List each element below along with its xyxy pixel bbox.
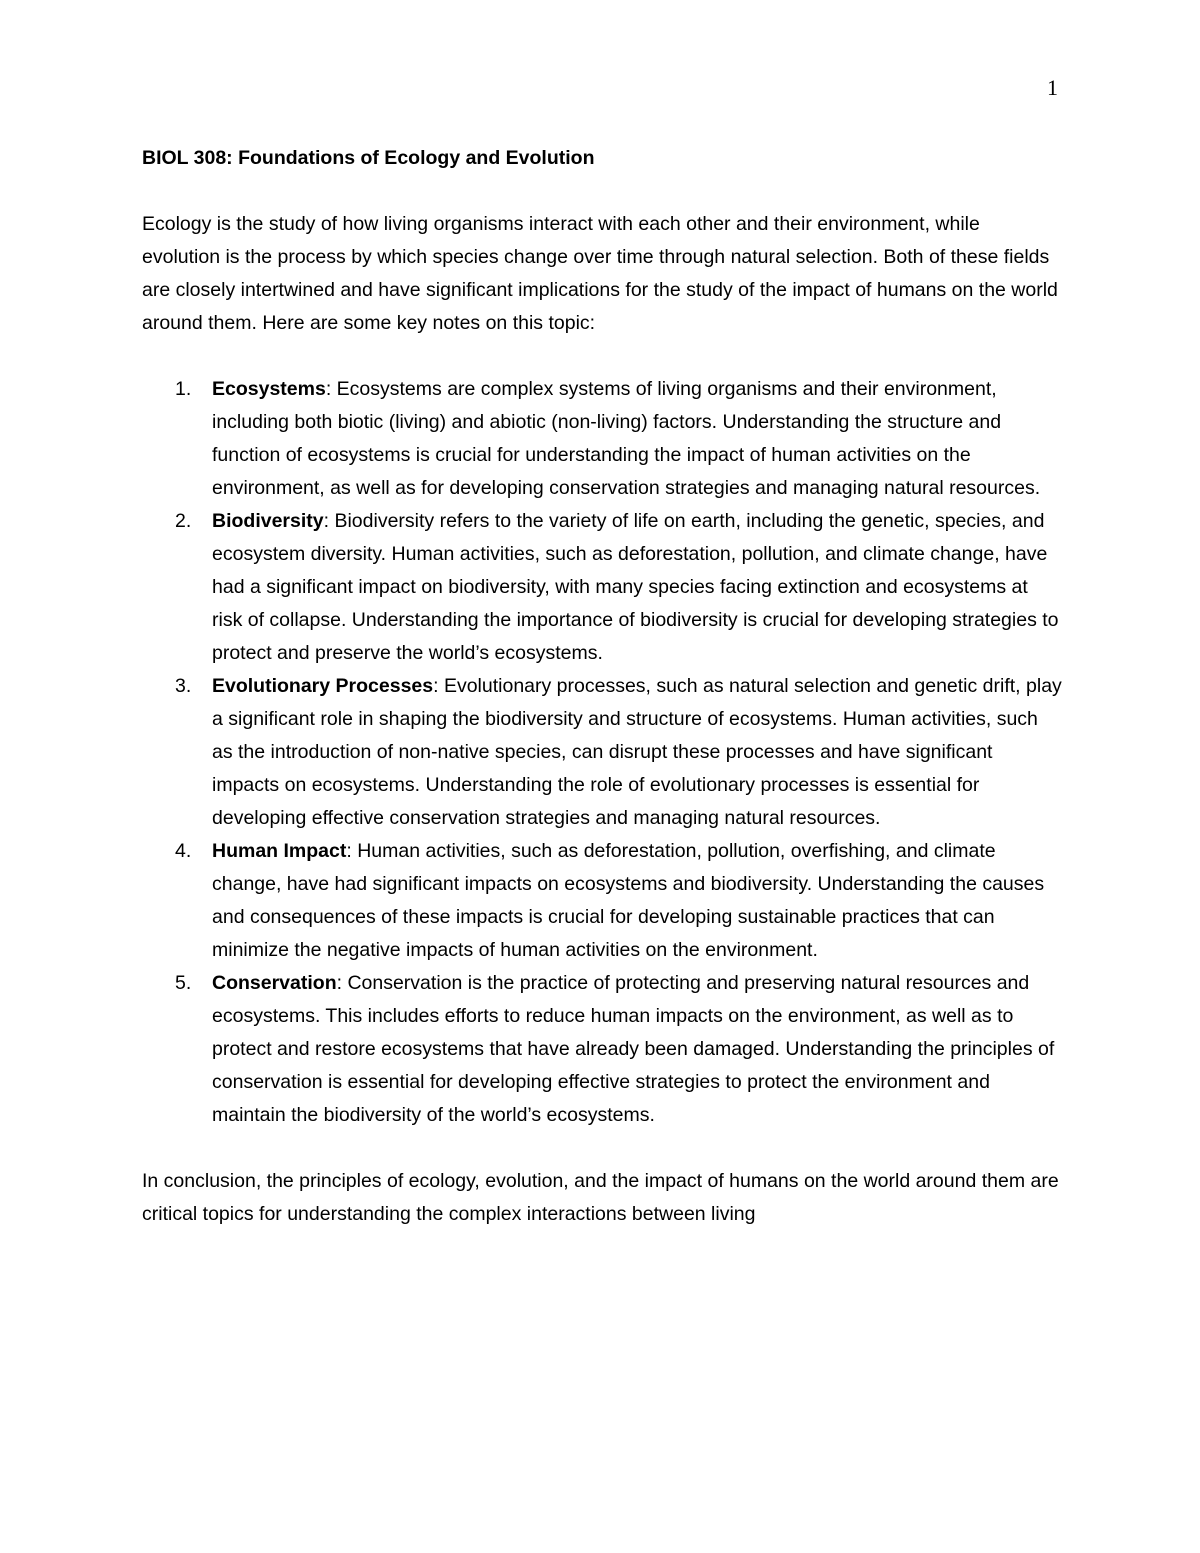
list-item-heading: Ecosystems — [212, 378, 326, 400]
list-item-conservation — [142, 967, 1062, 1132]
list-item-text: : Evolutionary processes, such as natural selection and genetic drift, play a significant role in shaping the biodiversity and structure of ecosystems. Human activities, such as the introduction of non-native species, can disrupt these processes and have significant impacts on ecosystems. Understanding the role of evolutionary processes is essential for developing effective conservation strategies and managing natural resources. — [212, 675, 1062, 829]
list-item-number: 2. — [175, 510, 192, 532]
document-body — [142, 142, 1062, 1264]
list-item-heading: Biodiversity — [212, 510, 324, 532]
page-number: 1 — [1047, 75, 1058, 100]
list-item-evolutionary-processes — [142, 670, 1062, 835]
conclusion-paragraph: In conclusion, the principles of ecology, evolution, and the impact of humans on the world around them are critical topics for understanding the complex interactions between living — [142, 1170, 1059, 1225]
list-item-number: 5. — [175, 972, 192, 994]
intro-paragraph: Ecology is the study of how living organisms interact with each other and their environment, while evolution is the process by which species change over time through natural selection. Both of these fields are closely intertwined and have significant implications for the study of the impact of humans on the world around them. Here are some key notes on this topic: — [142, 213, 1058, 334]
list-item-biodiversity — [142, 505, 1062, 670]
list-item-number: 1. — [175, 378, 192, 400]
list-item-number: 4. — [175, 840, 192, 862]
list-item-text: : Human activities, such as deforestation, pollution, overfishing, and climate change, have had significant impacts on ecosystems and biodiversity. Understanding the causes and consequences of these impacts is crucial for developing sustainable practices that can minimize the negative impacts of human activities on the environment. — [212, 840, 1045, 961]
list-item-human-impact — [142, 835, 1062, 967]
list-item-text: : Ecosystems are complex systems of living organisms and their environment, including both biotic (living) and abiotic (non-living) factors. Understanding the structure and function of ecosystems is crucial for understanding the impact of human activities on the environment, as well as for developing conservation strategies and managing natural resources. — [212, 378, 1041, 499]
document-title: BIOL 308: Foundations of Ecology and Evolution — [142, 147, 595, 169]
list-item-heading: Evolutionary Processes — [212, 675, 434, 697]
list-item-text: : Biodiversity refers to the variety of life on earth, including the genetic, species, and ecosystem diversity. Human activities, such as deforestation, pollution, and climate change, have had a significant impact on biodiversity, with many species facing extinction and ecosystems at risk of collapse. Understanding the importance of biodiversity is crucial for developing strategies to protect and preserve the world’s ecosystems. — [212, 510, 1059, 664]
list-item-number: 3. — [175, 675, 192, 697]
list-item-text: : Conservation is the practice of protecting and preserving natural resources and ecosystems. This includes efforts to reduce human impacts on the environment, as well as to protect and restore ecosystems that have already been damaged. Understanding the principles of conservation is essential for developing effective strategies to protect the environment and maintain the biodiversity of the world’s ecosystems. — [212, 972, 1055, 1126]
key-notes-list — [142, 373, 1062, 1132]
list-item-ecosystems — [142, 373, 1062, 505]
list-item-heading: Human Impact — [212, 840, 347, 862]
list-item-heading: Conservation — [212, 972, 337, 994]
